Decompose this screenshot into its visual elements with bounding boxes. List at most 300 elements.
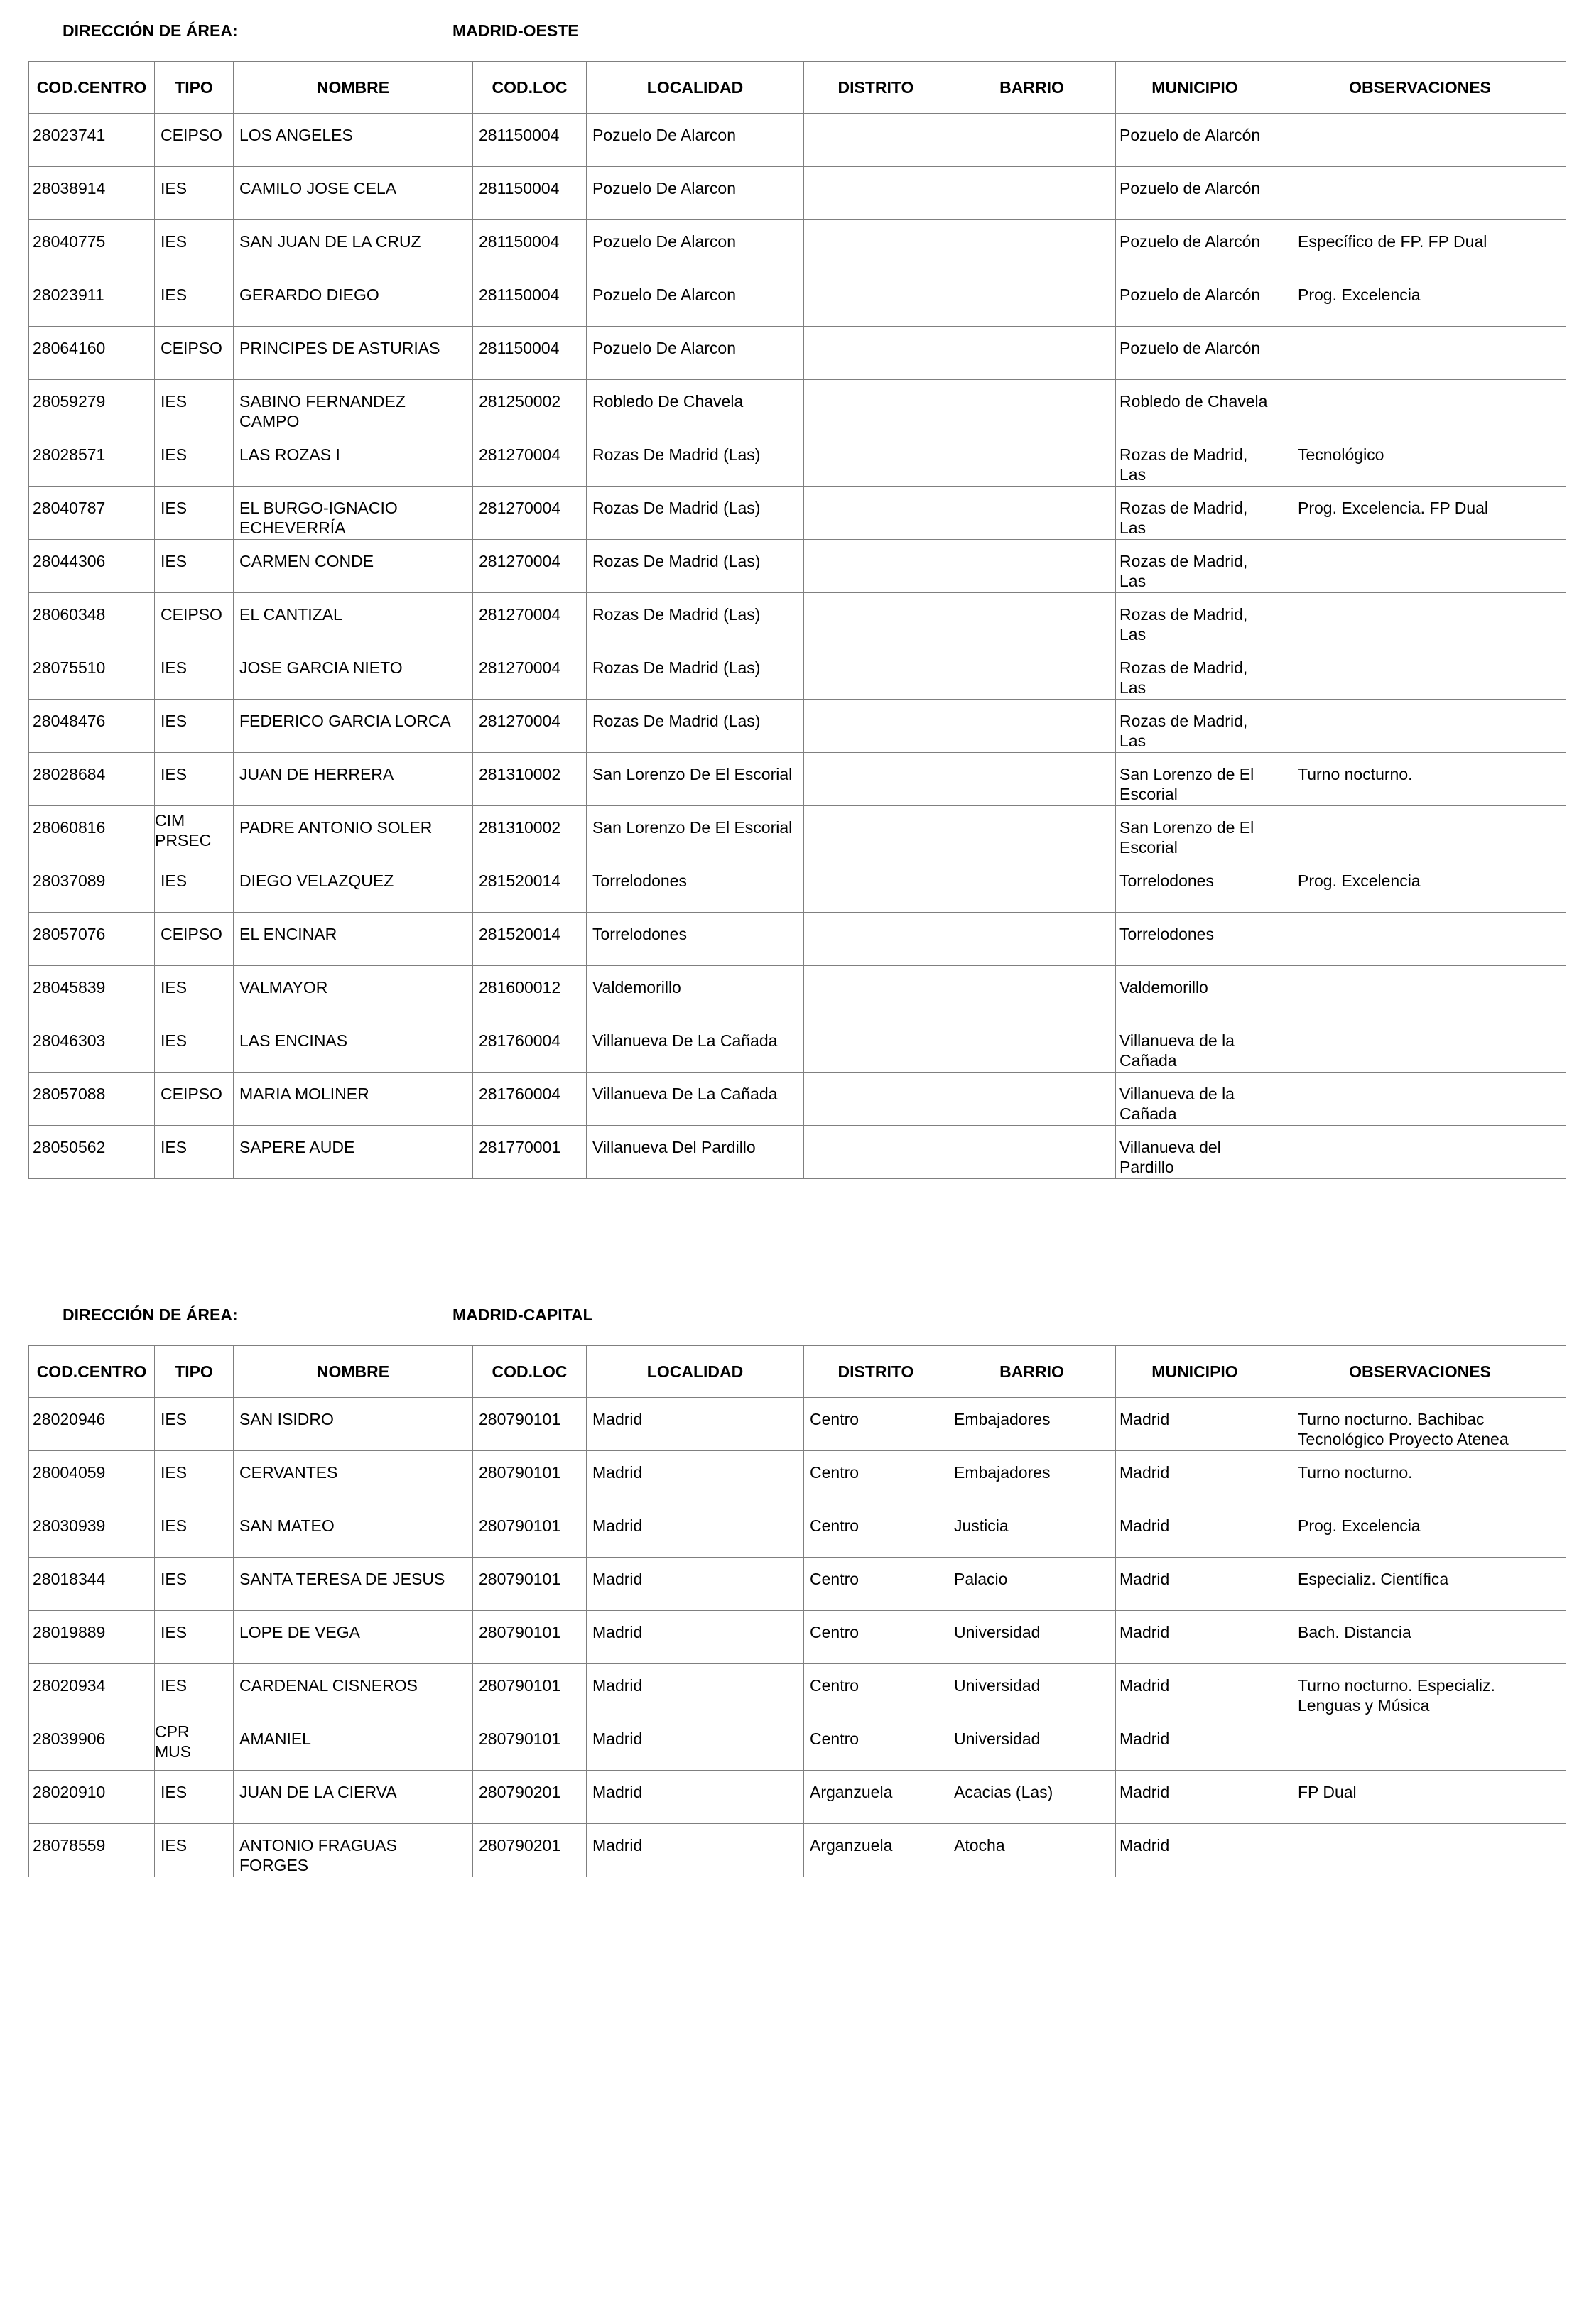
cell-localidad-text: Madrid [592,1730,643,1748]
cell-tipo [155,1664,234,1717]
cell-tipo [155,114,234,167]
table-row [29,1824,1566,1877]
cell-cod-loc-text: 280790101 [479,1570,561,1588]
cell-tipo [155,327,234,380]
cell-distrito [804,273,948,327]
col-header-localidad: LOCALIDAD [587,62,804,114]
cell-localidad-text: Pozuelo De Alarcon [592,232,737,251]
cell-barrio [948,1717,1116,1771]
cell-localidad-text: Rozas De Madrid (Las) [592,552,761,570]
cell-nombre-text: JUAN DE HERRERA [239,765,394,783]
cell-municipio [1116,1664,1274,1717]
cell-cod-centro-text: 28060816 [33,818,106,837]
cell-nombre [234,114,473,167]
area-value: MADRID-OESTE [452,21,579,40]
cell-cod-loc-text: 281250002 [479,392,561,411]
cell-cod-centro-text: 28059279 [33,392,106,411]
cell-distrito-text [804,859,948,871]
cell-cod-loc [473,327,587,380]
cell-observaciones-text: Bach. Distancia [1298,1623,1411,1641]
cell-cod-loc-text: 281270004 [479,605,561,624]
col-header-nombre: NOMBRE [234,1346,473,1398]
cell-tipo [155,593,234,646]
cell-municipio [1116,1073,1274,1126]
cell-nombre [234,327,473,380]
table-row [29,806,1566,859]
cell-cod-loc-text: 281270004 [479,658,561,677]
cell-observaciones [1274,1771,1566,1824]
cell-cod-loc-text: 281150004 [479,126,560,144]
cell-municipio-text: Robledo de Chavela [1119,392,1268,411]
cell-observaciones [1274,859,1566,913]
cell-nombre [234,487,473,540]
cell-municipio-text: Pozuelo de Alarcón [1119,126,1261,144]
cell-cod-centro-text: 28019889 [33,1623,106,1641]
col-header-municipio: MUNICIPIO [1116,62,1274,114]
cell-barrio-text: Embajadores [954,1410,1051,1428]
cell-cod-loc-text: 280790101 [479,1730,561,1748]
cell-barrio-text [948,859,1115,871]
cell-municipio-text: Madrid [1119,1730,1170,1748]
cell-municipio-text: Madrid [1119,1836,1170,1855]
cell-tipo [155,1126,234,1179]
col-header-observaciones: OBSERVACIONES [1274,62,1566,114]
cell-distrito-text [804,1073,948,1084]
cell-observaciones-text [1274,1126,1566,1137]
table-row [29,433,1566,487]
col-header-cod-centro: COD.CENTRO [29,1346,155,1398]
cell-localidad [587,1504,804,1558]
cell-observaciones-text [1274,593,1566,604]
cell-localidad [587,593,804,646]
cell-distrito [804,220,948,273]
cell-cod-loc [473,167,587,220]
cell-localidad [587,433,804,487]
cell-barrio [948,1398,1116,1451]
cell-barrio [948,114,1116,167]
cell-cod-centro-text: 28039906 [33,1730,106,1748]
cell-tipo [155,487,234,540]
cell-nombre [234,1451,473,1504]
cell-municipio-text: Madrid [1119,1516,1170,1535]
cell-localidad [587,220,804,273]
cell-observaciones [1274,646,1566,700]
cell-nombre-text: AMANIEL [239,1730,311,1748]
col-header-localidad: LOCALIDAD [587,1346,804,1398]
cell-municipio [1116,433,1274,487]
cell-nombre [234,966,473,1019]
cell-distrito-text: Centro [810,1516,860,1535]
cell-cod-centro [29,966,155,1019]
cell-nombre [234,433,473,487]
table-row [29,1398,1566,1451]
cell-localidad-text: Pozuelo De Alarcon [592,339,737,357]
cell-distrito-text [804,327,948,338]
cell-cod-centro [29,167,155,220]
cell-cod-loc-text: 281270004 [479,499,561,517]
cell-barrio [948,1824,1116,1877]
cell-localidad-text: Torrelodones [592,925,687,943]
cell-localidad [587,1073,804,1126]
cell-municipio-text: Rozas de Madrid, Las [1119,658,1248,697]
cell-cod-centro [29,1504,155,1558]
cell-cod-loc-text: 280790201 [479,1783,561,1801]
cell-localidad-text: Rozas De Madrid (Las) [592,605,761,624]
cell-tipo-text: IES [161,552,188,570]
cell-nombre [234,1073,473,1126]
cell-barrio-text [948,114,1115,125]
cell-localidad-text: Pozuelo De Alarcon [592,179,737,197]
table-row [29,1664,1566,1717]
cell-cod-loc-text: 281520014 [479,872,561,890]
cell-nombre-text: VALMAYOR [239,978,328,997]
cell-cod-loc-text: 281770001 [479,1138,561,1156]
cell-cod-loc [473,380,587,433]
table-row [29,1558,1566,1611]
cell-tipo [155,1504,234,1558]
cell-localidad-text: Rozas De Madrid (Las) [592,445,761,464]
cell-cod-centro [29,806,155,859]
cell-barrio [948,1504,1116,1558]
cell-cod-centro [29,433,155,487]
cell-localidad [587,1019,804,1073]
table-row [29,167,1566,220]
cell-cod-centro [29,1073,155,1126]
cell-municipio-text: Pozuelo de Alarcón [1119,179,1261,197]
cell-tipo [155,753,234,806]
cell-barrio-text [948,753,1115,764]
cell-distrito-text [804,433,948,445]
cell-barrio [948,1664,1116,1717]
cell-observaciones-text [1274,806,1566,818]
cell-municipio [1116,1717,1274,1771]
cell-municipio [1116,220,1274,273]
cell-distrito-text [804,114,948,125]
cell-cod-centro [29,1824,155,1877]
cell-municipio-text: Valdemorillo [1119,978,1208,997]
cell-localidad-text: Madrid [592,1783,643,1801]
cell-tipo [155,1073,234,1126]
cell-tipo-text: CIM PRSEC [155,811,212,849]
cell-observaciones [1274,1611,1566,1664]
cell-localidad-text: Torrelodones [592,872,687,890]
cell-distrito [804,966,948,1019]
cell-nombre-text: EL CANTIZAL [239,605,342,624]
cell-cod-loc-text: 281310002 [479,818,561,837]
cell-observaciones [1274,1398,1566,1451]
area-label: DIRECCIÓN DE ÁREA: [63,21,238,40]
cell-cod-loc [473,220,587,273]
cell-municipio [1116,646,1274,700]
cell-cod-centro [29,593,155,646]
cell-municipio-text: Rozas de Madrid, Las [1119,552,1248,590]
cell-observaciones-text [1274,646,1566,658]
cell-nombre-text: SAN MATEO [239,1516,335,1535]
cell-municipio-text: San Lorenzo de El Escorial [1119,818,1254,857]
cell-localidad-text: Robledo De Chavela [592,392,744,411]
cell-barrio [948,859,1116,913]
cell-distrito-text: Centro [810,1730,860,1748]
cell-cod-loc-text: 280790101 [479,1676,561,1695]
cell-observaciones-text: Específico de FP. FP Dual [1298,232,1487,251]
cell-nombre-text: PRINCIPES DE ASTURIAS [239,339,440,357]
cell-observaciones [1274,114,1566,167]
cell-distrito-text [804,753,948,764]
cell-observaciones-text: Especializ. Científica [1298,1570,1449,1588]
cell-localidad-text: Pozuelo De Alarcon [592,126,737,144]
cell-cod-loc [473,1558,587,1611]
cell-municipio-text: Pozuelo de Alarcón [1119,232,1261,251]
cell-cod-loc [473,913,587,966]
cell-cod-centro-text: 28040787 [33,499,106,517]
cell-distrito [804,1504,948,1558]
cell-tipo-text: IES [161,1676,188,1695]
cell-cod-centro [29,1771,155,1824]
cell-localidad-text: Madrid [592,1410,643,1428]
cell-municipio-text: Madrid [1119,1783,1170,1801]
table-row [29,1771,1566,1824]
cell-distrito [804,1019,948,1073]
cell-distrito [804,1717,948,1771]
cell-cod-loc [473,1073,587,1126]
cell-distrito [804,1558,948,1611]
cell-localidad [587,966,804,1019]
cell-tipo [155,646,234,700]
cell-nombre [234,273,473,327]
cell-cod-loc-text: 281150004 [479,232,560,251]
cell-observaciones [1274,1664,1566,1717]
cell-nombre [234,540,473,593]
cell-municipio-text: Madrid [1119,1410,1170,1428]
cell-localidad [587,1611,804,1664]
cell-cod-centro-text: 28018344 [33,1570,106,1588]
cell-municipio [1116,1398,1274,1451]
cell-cod-loc-text: 281520014 [479,925,561,943]
centers-table [28,1345,1566,1877]
cell-distrito [804,380,948,433]
cell-municipio [1116,167,1274,220]
cell-observaciones-text: Prog. Excelencia. FP Dual [1298,499,1489,517]
cell-distrito-text [804,593,948,604]
cell-distrito [804,1073,948,1126]
cell-cod-centro-text: 28075510 [33,658,106,677]
table-row [29,913,1566,966]
cell-nombre-text: ANTONIO FRAGUAS FORGES [239,1836,397,1874]
table-row [29,700,1566,753]
cell-observaciones-text: Turno nocturno. Especializ. Lenguas y Música [1298,1676,1495,1715]
cell-municipio-text: Villanueva de la Cañada [1119,1085,1235,1123]
cell-cod-centro [29,540,155,593]
cell-tipo-text: IES [161,445,188,464]
cell-cod-loc [473,1019,587,1073]
cell-municipio-text: Villanueva del Pardillo [1119,1138,1221,1176]
cell-distrito [804,167,948,220]
cell-distrito-text [804,380,948,391]
cell-cod-centro-text: 28057088 [33,1085,106,1103]
cell-nombre [234,1126,473,1179]
cell-distrito-text [804,913,948,924]
cell-nombre [234,646,473,700]
cell-municipio-text: Pozuelo de Alarcón [1119,286,1261,304]
cell-localidad [587,1398,804,1451]
cell-tipo [155,1398,234,1451]
cell-tipo-text: IES [161,232,188,251]
cell-municipio-text: San Lorenzo de El Escorial [1119,765,1254,803]
cell-municipio-text: Rozas de Madrid, Las [1119,712,1248,750]
cell-cod-loc-text: 281270004 [479,552,561,570]
cell-cod-centro [29,646,155,700]
cell-observaciones-text: FP Dual [1298,1783,1357,1801]
table-row [29,1073,1566,1126]
cell-cod-centro [29,1451,155,1504]
cell-tipo-text: IES [161,179,188,197]
cell-cod-centro-text: 28037089 [33,872,106,890]
cell-cod-centro-text: 28028684 [33,765,106,783]
cell-nombre [234,1664,473,1717]
table-row [29,1019,1566,1073]
cell-distrito [804,806,948,859]
cell-barrio [948,167,1116,220]
cell-barrio [948,487,1116,540]
cell-distrito [804,114,948,167]
cell-tipo [155,806,234,859]
cell-nombre [234,1398,473,1451]
table-row [29,753,1566,806]
table-row [29,220,1566,273]
cell-municipio [1116,1019,1274,1073]
centers-table [28,61,1566,1179]
cell-observaciones-text: Prog. Excelencia [1298,872,1421,890]
cell-distrito [804,327,948,380]
table-row [29,540,1566,593]
cell-nombre-text: CARDENAL CISNEROS [239,1676,418,1695]
cell-cod-loc [473,1664,587,1717]
cell-nombre-text: JOSE GARCIA NIETO [239,658,403,677]
cell-barrio [948,966,1116,1019]
cell-localidad [587,859,804,913]
cell-distrito-text [804,966,948,977]
cell-observaciones [1274,966,1566,1019]
cell-tipo [155,1717,234,1771]
cell-cod-centro-text: 28004059 [33,1463,106,1482]
cell-municipio-text: Madrid [1119,1623,1170,1641]
cell-barrio [948,433,1116,487]
cell-cod-centro [29,1664,155,1717]
table-row [29,487,1566,540]
cell-observaciones [1274,487,1566,540]
cell-cod-centro-text: 28064160 [33,339,106,357]
cell-barrio [948,220,1116,273]
cell-municipio [1116,593,1274,646]
cell-barrio-text [948,646,1115,658]
cell-distrito-text [804,1126,948,1137]
cell-municipio-text: Rozas de Madrid, Las [1119,499,1248,537]
col-header-tipo: TIPO [155,62,234,114]
cell-tipo-text: IES [161,712,188,730]
cell-observaciones-text [1274,327,1566,338]
cell-nombre-text: EL BURGO-IGNACIO ECHEVERRÍA [239,499,398,537]
cell-localidad-text: San Lorenzo De El Escorial [592,818,793,837]
cell-cod-centro-text: 28060348 [33,605,106,624]
cell-observaciones-text [1274,380,1566,391]
cell-observaciones [1274,700,1566,753]
cell-observaciones [1274,540,1566,593]
cell-cod-centro [29,487,155,540]
cell-barrio [948,1558,1116,1611]
col-header-distrito: DISTRITO [804,62,948,114]
cell-cod-centro-text: 28057076 [33,925,106,943]
cell-cod-centro [29,1398,155,1451]
col-header-cod-loc: COD.LOC [473,62,587,114]
cell-nombre-text: LOPE DE VEGA [239,1623,361,1641]
cell-nombre [234,380,473,433]
cell-observaciones-text [1274,167,1566,178]
cell-localidad [587,1771,804,1824]
cell-municipio-text: Pozuelo de Alarcón [1119,339,1261,357]
cell-cod-loc-text: 280790101 [479,1516,561,1535]
table-row [29,1451,1566,1504]
cell-tipo [155,540,234,593]
area-header [0,21,1594,50]
cell-cod-loc-text: 280790101 [479,1463,561,1482]
cell-tipo-text: IES [161,392,188,411]
cell-tipo [155,1451,234,1504]
cell-cod-centro [29,1611,155,1664]
cell-tipo-text: CEIPSO [161,1085,222,1103]
cell-barrio-text [948,487,1115,498]
cell-barrio-text [948,1073,1115,1084]
cell-barrio-text: Universidad [954,1623,1041,1641]
cell-observaciones [1274,1451,1566,1504]
cell-distrito [804,1398,948,1451]
cell-barrio [948,380,1116,433]
cell-observaciones-text [1274,1073,1566,1084]
cell-observaciones [1274,913,1566,966]
col-header-barrio: BARRIO [948,62,1116,114]
cell-tipo [155,1611,234,1664]
cell-localidad [587,380,804,433]
cell-tipo-text: IES [161,1463,188,1482]
cell-observaciones [1274,433,1566,487]
table-row [29,1611,1566,1664]
cell-cod-centro [29,700,155,753]
cell-observaciones-text [1274,114,1566,125]
cell-municipio [1116,1504,1274,1558]
cell-distrito [804,540,948,593]
cell-cod-centro-text: 28030939 [33,1516,106,1535]
cell-cod-centro-text: 28028571 [33,445,106,464]
cell-tipo-text: CEIPSO [161,925,222,943]
cell-barrio-text: Universidad [954,1730,1041,1748]
cell-barrio-text [948,167,1115,178]
cell-tipo-text: IES [161,1783,188,1801]
cell-tipo-text: IES [161,1410,188,1428]
cell-observaciones [1274,1717,1566,1771]
cell-nombre-text: CAMILO JOSE CELA [239,179,397,197]
cell-nombre-text: SAN ISIDRO [239,1410,334,1428]
cell-barrio-text [948,966,1115,977]
cell-distrito-text: Centro [810,1410,860,1428]
cell-cod-centro [29,913,155,966]
cell-localidad [587,753,804,806]
cell-cod-centro-text: 28040775 [33,232,106,251]
cell-barrio-text: Atocha [954,1836,1005,1855]
cell-nombre [234,806,473,859]
cell-localidad [587,1126,804,1179]
cell-distrito [804,1451,948,1504]
table-row [29,966,1566,1019]
cell-cod-loc [473,1451,587,1504]
